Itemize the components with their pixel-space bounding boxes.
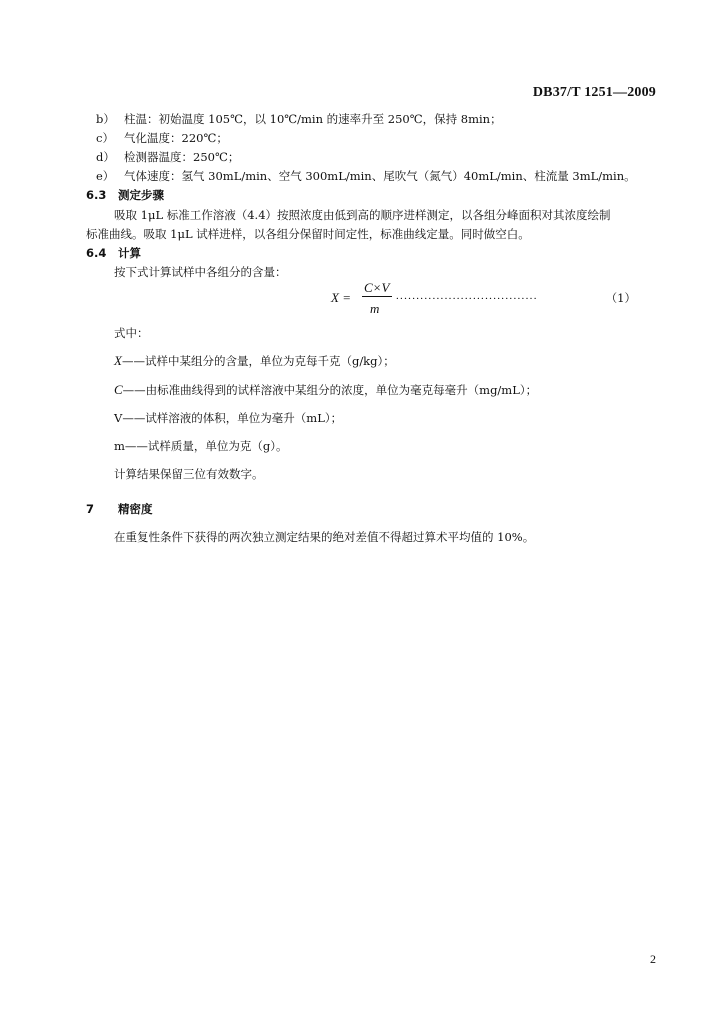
- section-heading-6-4: [86, 245, 141, 261]
- section-heading-7: [86, 501, 153, 517]
- document-code: DB37/T 1251—2009: [532, 85, 656, 100]
- condition-text: 气化温度：220℃；: [124, 131, 228, 145]
- condition-label: d）: [96, 150, 115, 164]
- variable-symbol: V: [114, 411, 123, 425]
- variable-definition-x: [114, 353, 395, 369]
- formula-lhs: X =: [331, 290, 351, 305]
- variable-definition-m: [114, 438, 288, 454]
- page-number: 2: [650, 952, 656, 966]
- variable-description: ——试样质量，单位为克（g）。: [124, 439, 288, 453]
- condition-label: e）: [96, 169, 115, 183]
- condition-item-b: [96, 111, 502, 127]
- condition-label: b）: [96, 112, 115, 126]
- variable-description: ——由标准曲线得到的试样溶液中某组分的浓度，单位为毫克每毫升（mg/mL）；: [122, 383, 538, 397]
- condition-item-c: [96, 130, 228, 146]
- procedure-paragraph-line-1: 吸取 1μL 标准工作溶液（4.4）按照浓度由低到高的顺序进样测定，以各组分峰面积对其浓度绘制: [114, 208, 611, 222]
- procedure-paragraph-line-2: 标准曲线。吸取 1μL 试样进样，以各组分保留时间定性，标准曲线定量。同时做空白。: [86, 227, 530, 241]
- formula-leader-dots: ...................................: [396, 290, 538, 302]
- variable-symbol: C: [114, 382, 123, 397]
- condition-text: 气体速度：氢气 30mL/min、空气 300mL/min、尾吹气（氮气）40mL/min、柱流量 3mL/min。: [124, 169, 636, 183]
- condition-item-e: [96, 168, 636, 184]
- content-formula: [326, 282, 636, 322]
- where-label: 式中：: [114, 326, 149, 340]
- variable-description: ——试样溶液的体积，单位为毫升（mL）；: [122, 411, 343, 425]
- variable-symbol: m: [114, 439, 125, 453]
- result-precision-note: 计算结果保留三位有效数字。: [114, 467, 264, 481]
- variable-definition-c: [114, 382, 537, 398]
- section-number: 6.3: [86, 188, 107, 202]
- section-title: 精密度: [118, 502, 153, 516]
- condition-label: c）: [96, 131, 114, 145]
- precision-paragraph: 在重复性条件下获得的两次独立测定结果的绝对差值不得超过算术平均值的 10%。: [114, 530, 535, 544]
- section-number: 7: [86, 502, 95, 516]
- variable-description: ——试样中某组分的含量，单位为克每千克（g/kg）；: [121, 354, 395, 368]
- fraction-bar: [362, 296, 392, 297]
- condition-text: 检测器温度：250℃；: [124, 150, 240, 164]
- equation-number: （1）: [605, 291, 636, 305]
- section-title: 测定步骤: [118, 188, 164, 202]
- formula-denominator: m: [370, 301, 380, 316]
- section-heading-6-3: [86, 187, 164, 203]
- variable-definition-v: [114, 410, 342, 426]
- section-number: 6.4: [86, 246, 107, 260]
- section-title: 计算: [118, 246, 141, 260]
- condition-text: 柱温：初始温度 105℃，以 10℃/min 的速率升至 250℃，保持 8min；: [124, 112, 502, 126]
- formula-numerator: C×V: [364, 280, 390, 295]
- calculation-intro: 按下式计算试样中各组分的含量：: [114, 265, 287, 279]
- variable-symbol: X: [114, 353, 122, 368]
- condition-item-d: [96, 149, 239, 165]
